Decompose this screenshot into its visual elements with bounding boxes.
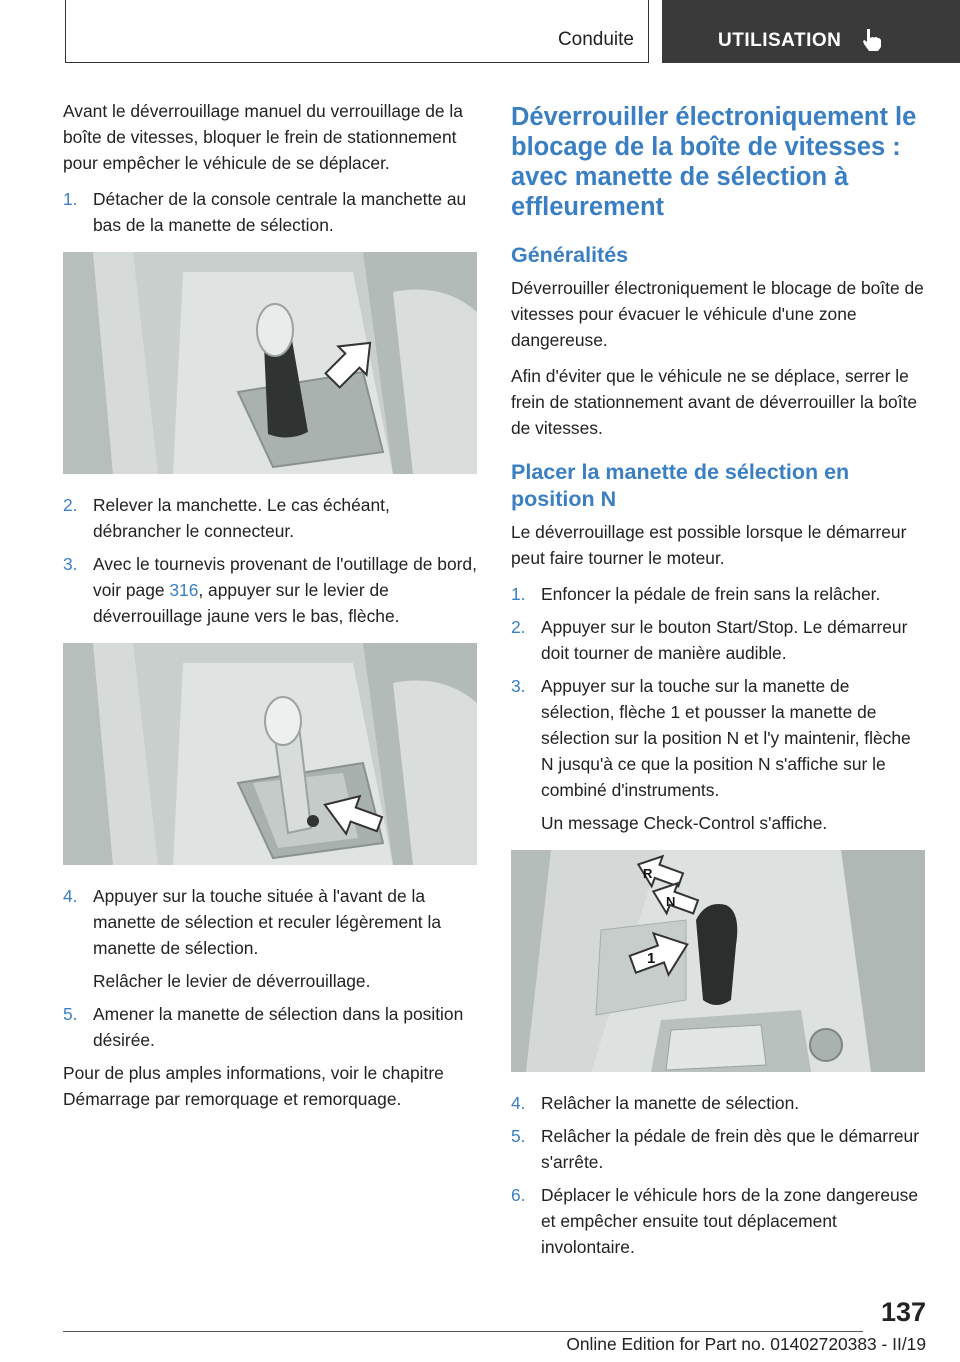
step-text: Appuyer sur la touche située à l'avant de la manette de sélection et reculer légèrement la manette de sélection. — [93, 886, 442, 958]
step-text: Relever la manchette. Le cas échéant, débrancher le connecteur. — [93, 495, 390, 541]
figure-selector-lever — [511, 850, 925, 1072]
step-subtext: Un message Check-Control s'affiche. — [541, 813, 828, 833]
step-number: 3. — [511, 676, 526, 696]
step-item — [63, 492, 477, 544]
step-item — [511, 1182, 926, 1260]
step-item — [63, 1001, 477, 1053]
page-reference-link[interactable]: 316 — [169, 580, 199, 600]
unlock-lever-illustration — [63, 643, 477, 865]
step-item — [511, 1090, 926, 1116]
step-number: 2. — [63, 495, 78, 515]
step-text: Détacher de la console centrale la manchette au bas de la manette de sélection. — [93, 189, 467, 235]
step-item — [511, 673, 926, 803]
step-item — [511, 1123, 926, 1175]
footer-divider — [63, 1331, 863, 1332]
figure-unlock-lever — [63, 643, 477, 865]
step-number: 4. — [63, 886, 78, 906]
outro-paragraph: Pour de plus amples informations, voir le chapitre Démarrage par remorquage et remorquage. — [63, 1063, 444, 1109]
step-subtext: Relâcher le levier de déverrouillage. — [93, 971, 371, 991]
step-item — [511, 581, 926, 607]
step-item — [63, 551, 477, 629]
step-number: 4. — [511, 1093, 526, 1113]
header-chapter-tab — [662, 0, 960, 63]
step-number: 3. — [63, 554, 78, 574]
hand-pointer-icon — [861, 28, 883, 52]
step-text: Déplacer le véhicule hors de la zone dangereuse et empêcher ensuite tout déplacement involontaire. — [541, 1185, 919, 1257]
arrow-r-label: R — [643, 866, 653, 881]
selector-lever-illustration — [511, 850, 925, 1072]
step-text: Enfoncer la pédale de frein sans la relâcher. — [541, 584, 881, 604]
page-number: 137 — [880, 1297, 926, 1327]
step-number: 6. — [511, 1185, 526, 1205]
step-item — [511, 614, 926, 666]
step-text: Relâcher la manette de sélection. — [541, 1093, 800, 1113]
general-paragraph: Déverrouiller électroniquement le blocage de boîte de vitesses pour évacuer le véhicule d'une zone dangereuse. — [511, 278, 924, 350]
step-number: 1. — [63, 189, 78, 209]
step-item — [63, 186, 477, 238]
step-text-part: , appuyer sur le levier de déverrouillage jaune vers le bas, flèche. — [93, 580, 400, 626]
gear-boot-illustration — [63, 252, 477, 474]
step-item — [63, 883, 477, 961]
step-text — [93, 551, 477, 629]
left-column — [63, 98, 477, 1122]
figure-gear-boot — [63, 252, 477, 474]
section-heading: Déverrouiller électroniquement le blocage de la boîte de vitesses : avec manette de sélection à effleurement — [511, 103, 917, 221]
header-section-tab — [65, 0, 649, 63]
subheading-position: Placer la manette de sélection en position N — [511, 460, 850, 511]
intro-paragraph: Avant le déverrouillage manuel du verrouillage de la boîte de vitesses, bloquer le frein de stationnement pour empêcher le véhicule de se déplacer. — [63, 101, 463, 173]
right-column — [511, 98, 926, 1267]
arrow-1-label: 1 — [647, 950, 656, 967]
step-text-part: Avec le tournevis provenant de l'outillage de bord, voir page — [93, 554, 477, 600]
step-number: 1. — [511, 584, 526, 604]
step-number: 5. — [511, 1126, 526, 1146]
step-text: Relâcher la pédale de frein dès que le démarreur s'arrête. — [541, 1126, 919, 1172]
general-paragraph: Afin d'éviter que le véhicule ne se déplace, serrer le frein de stationnement avant de déverrouiller la boîte de vitesses. — [511, 366, 918, 438]
chapter-title: UTILISATION — [718, 30, 842, 51]
step-text: Appuyer sur la touche sur la manette de sélection, flèche 1 et pousser la manette de sélection sur la position N et l'y maintenir, flèche N jusqu'à ce que la position N s'affiche sur le combiné d'instruments. — [541, 676, 911, 800]
step-number: 5. — [63, 1004, 78, 1024]
step-number: 2. — [511, 617, 526, 637]
step-text: Appuyer sur le bouton Start/Stop. Le démarreur doit tourner de manière audible. — [541, 617, 908, 663]
position-paragraph: Le déverrouillage est possible lorsque le démarreur peut faire tourner le moteur. — [511, 522, 907, 568]
section-title: Conduite — [557, 29, 634, 50]
arrow-n-label: N — [666, 894, 676, 909]
footer-edition: Online Edition for Part no. 01402720383 - II/19 — [566, 1334, 926, 1354]
step-text: Amener la manette de sélection dans la position désirée. — [93, 1004, 464, 1050]
subheading-general: Généralités — [511, 243, 629, 267]
